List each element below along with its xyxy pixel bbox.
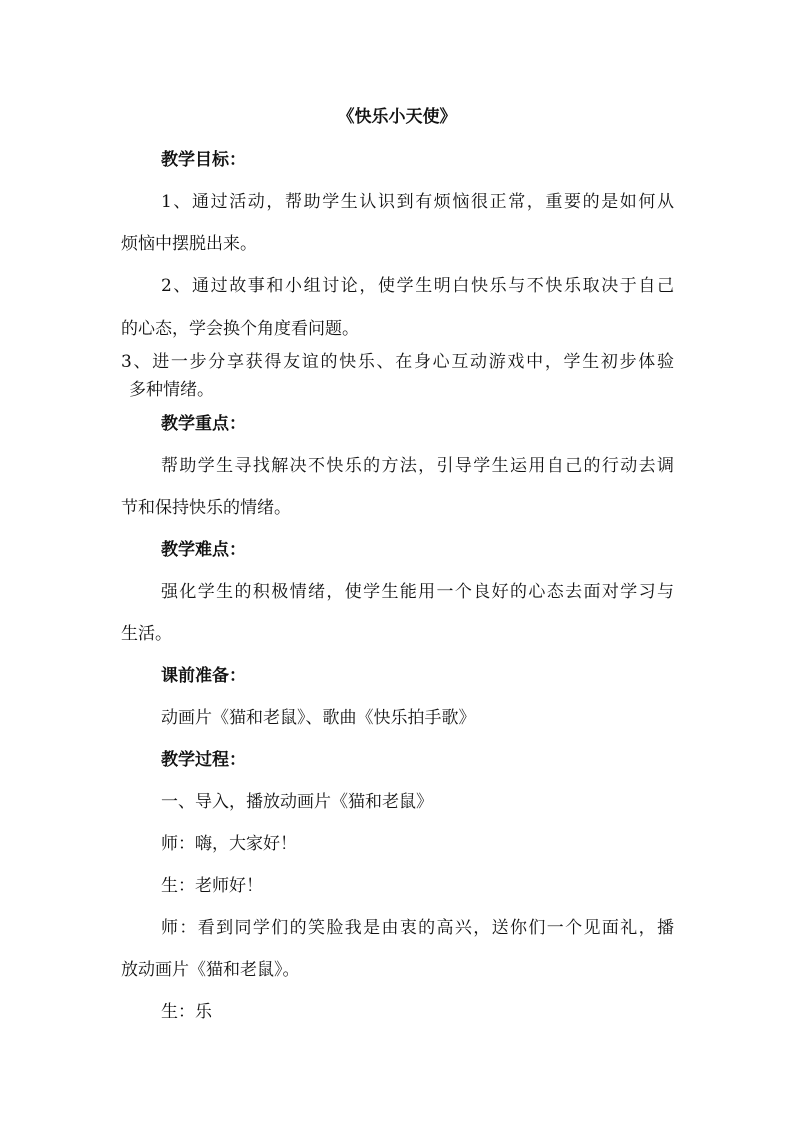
goal-1-line-1: 1、通过活动，帮助学生认识到有烦恼很正常，重要的是如何从 (161, 192, 674, 212)
goal-3-line-2: 多种情绪。 (129, 380, 214, 400)
key-points-line-2: 节和保持快乐的情绪。 (121, 498, 291, 518)
key-points-line-1: 帮助学生寻找解决不快乐的方法，引导学生运用自己的行动去调 (161, 456, 674, 476)
heading-difficulties: 教学难点： (161, 540, 246, 560)
dialog-line-student-reply: 生：乐 (161, 1002, 212, 1022)
document-title: 《快乐小天使》 (337, 107, 457, 127)
difficulties-line-1: 强化学生的积极情绪，使学生能用一个良好的心态去面对学习与 (161, 582, 674, 602)
goal-1-line-2: 烦恼中摆脱出来。 (121, 234, 257, 254)
dialog-line-student-greeting: 生：老师好！ (161, 876, 263, 896)
heading-preparation: 课前准备： (161, 666, 246, 686)
difficulties-line-2: 生活。 (121, 624, 172, 644)
process-step-1: 一、导入，播放动画片《猫和老鼠》 (161, 792, 433, 812)
dialog-line-teacher-greeting: 师：嗨，大家好！ (161, 834, 297, 854)
preparation-text: 动画片《猫和老鼠》、歌曲《快乐拍手歌》 (161, 708, 476, 728)
heading-teaching-goals: 教学目标： (161, 150, 246, 170)
heading-key-points: 教学重点： (161, 414, 246, 434)
dialog-line-teacher-gift-2: 放动画片《猫和老鼠》。 (121, 960, 300, 980)
goal-2-line-2: 的心态，学会换个角度看问题。 (121, 319, 359, 339)
heading-process: 教学过程： (161, 750, 246, 770)
goal-2-line-1: 2、通过故事和小组讨论，使学生明白快乐与不快乐取决于自己 (161, 276, 674, 296)
goal-3-line-1: 3、进一步分享获得友谊的快乐、在身心互动游戏中，学生初步体验 (121, 352, 674, 372)
dialog-line-teacher-gift-1: 师：看到同学们的笑脸我是由衷的高兴，送你们一个见面礼，播 (161, 918, 674, 938)
